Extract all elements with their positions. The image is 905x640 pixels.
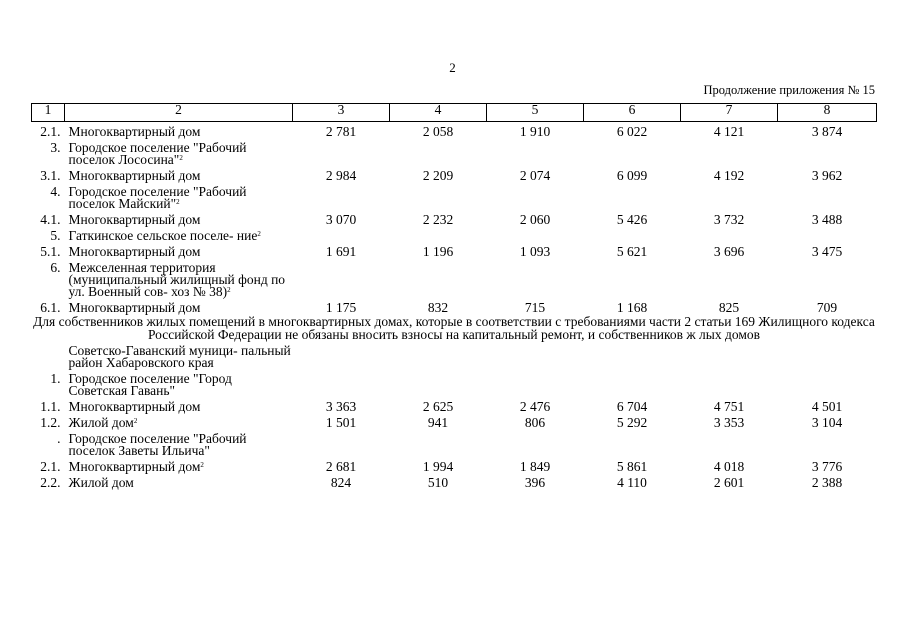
value-cell (293, 226, 390, 242)
row-name: Многоквартирный дом (68, 300, 201, 315)
table-row (32, 226, 877, 242)
row-number: 6.1. (40, 300, 61, 315)
value-cell: 1 175 (325, 300, 357, 315)
value-cell (487, 182, 584, 210)
value-cell (390, 341, 487, 369)
value-cell: 806 (524, 415, 546, 430)
value-cell: 941 (427, 415, 449, 430)
value-cell: 715 (524, 300, 546, 315)
row-number: 2.1. (40, 459, 61, 474)
value-cell: 5 426 (616, 212, 648, 227)
value-cell: 6 704 (616, 399, 648, 414)
row-number: 1. (50, 371, 61, 386)
header-row (32, 104, 877, 122)
table-row (32, 397, 877, 413)
value-cell (390, 182, 487, 210)
value-cell: 709 (816, 300, 838, 315)
footnote-mark: 2 (133, 417, 138, 425)
value-cell (778, 429, 877, 457)
value-cell (293, 341, 390, 369)
table-row (32, 258, 877, 298)
value-cell (681, 369, 778, 397)
value-cell (390, 226, 487, 242)
value-cell: 2 232 (422, 212, 454, 227)
value-cell: 6 099 (616, 168, 648, 183)
row-number: 5.1. (40, 244, 61, 259)
value-cell: 3 070 (325, 212, 357, 227)
table-row (32, 182, 877, 210)
tariff-table (31, 103, 877, 489)
value-cell (584, 182, 681, 210)
value-cell: 2 058 (422, 124, 454, 139)
value-cell: 824 (330, 475, 352, 490)
value-cell: 1 910 (519, 124, 551, 139)
row-number: 2.2. (40, 475, 61, 490)
value-cell (584, 258, 681, 298)
value-cell (584, 369, 681, 397)
value-cell (681, 226, 778, 242)
row-number (32, 341, 65, 369)
value-cell (584, 341, 681, 369)
value-cell: 4 501 (811, 399, 843, 414)
value-cell: 2 074 (519, 168, 551, 183)
value-cell (487, 341, 584, 369)
value-cell: 2 388 (811, 475, 843, 490)
value-cell: 5 861 (616, 459, 648, 474)
value-cell: 396 (524, 475, 546, 490)
value-cell (681, 341, 778, 369)
table-row (32, 413, 877, 429)
row-name: Городское поселение "Город Советская Гавань" (68, 371, 232, 398)
value-cell (293, 138, 390, 166)
value-cell (487, 138, 584, 166)
header-cell: 4 (390, 104, 487, 122)
table-row (32, 457, 877, 473)
row-name: Городское поселение "Рабочий поселок Лососина"$^2$ (68, 140, 247, 167)
value-cell (584, 226, 681, 242)
value-cell (487, 258, 584, 298)
row-name: Гаткинское сельское поселе- ние$^2$ (68, 228, 261, 243)
footnote-mark: 2 (227, 286, 231, 294)
appendix-continuation-note: Продолжение приложения № 15 (703, 83, 875, 97)
header-cell: 8 (778, 104, 877, 122)
value-cell: 4 110 (617, 475, 647, 490)
row-number: 4.1. (40, 212, 61, 227)
value-cell (681, 258, 778, 298)
row-number: 1.1. (40, 399, 61, 414)
row-name: Жилой дом$^2$ (68, 415, 138, 430)
row-name: Многоквартирный дом (68, 212, 201, 227)
table-row (32, 298, 877, 314)
value-cell (681, 182, 778, 210)
header-cell: 6 (584, 104, 681, 122)
value-cell: 5 621 (616, 244, 648, 259)
value-cell: 2 060 (519, 212, 551, 227)
value-cell (390, 258, 487, 298)
row-name: Многоквартирный дом$^2$ (68, 459, 204, 474)
value-cell (293, 369, 390, 397)
table-row (32, 242, 877, 258)
value-cell: 3 488 (811, 212, 843, 227)
row-number: 5. (50, 228, 61, 243)
value-cell: 2 601 (713, 475, 745, 490)
row-name: Городское поселение "Рабочий поселок Майский"$^2$ (68, 184, 247, 211)
value-cell (584, 138, 681, 166)
value-cell: 5 292 (616, 415, 648, 430)
row-name: Многоквартирный дом (68, 244, 201, 259)
value-cell (293, 258, 390, 298)
header-cell: 3 (293, 104, 390, 122)
row-number: 3.1. (40, 168, 61, 183)
value-cell: 3 732 (713, 212, 745, 227)
value-cell (681, 429, 778, 457)
value-cell (778, 138, 877, 166)
value-cell (778, 182, 877, 210)
value-cell (293, 429, 390, 457)
note-text: Для собственников жилых помещений в многоквартирных домах, которые в соответствии с требованиями части 2 статьи 169 Жилищного кодекса Российской Федерации не обязаны вносить взносы на капитальный ремонт, и собственников ж лых домов (33, 314, 875, 342)
value-cell: 3 353 (713, 415, 745, 430)
table-row (32, 138, 877, 166)
value-cell: 1 849 (519, 459, 551, 474)
row-number: . (57, 431, 61, 446)
row-number: 2.1. (40, 124, 61, 139)
value-cell (487, 226, 584, 242)
value-cell: 2 984 (325, 168, 357, 183)
table-row (32, 429, 877, 457)
value-cell: 3 696 (713, 244, 745, 259)
value-cell: 4 192 (713, 168, 745, 183)
value-cell: 832 (427, 300, 449, 315)
value-cell: 825 (718, 300, 740, 315)
value-cell (681, 138, 778, 166)
value-cell: 510 (427, 475, 449, 490)
value-cell (778, 369, 877, 397)
row-name: Многоквартирный дом (68, 399, 201, 414)
value-cell: 2 681 (325, 459, 357, 474)
row-number: 1.2. (40, 415, 61, 430)
value-cell: 3 104 (811, 415, 843, 430)
value-cell: 4 018 (713, 459, 745, 474)
value-cell: 1 093 (519, 244, 551, 259)
table-row (32, 122, 877, 139)
value-cell: 3 475 (811, 244, 843, 259)
value-cell: 3 874 (811, 124, 843, 139)
row-number: 6. (50, 260, 61, 275)
row-name: Многоквартирный дом (68, 124, 201, 139)
value-cell (293, 182, 390, 210)
value-cell: 4 121 (713, 124, 745, 139)
value-cell (390, 429, 487, 457)
footnote-mark: 2 (176, 198, 180, 206)
table-row (32, 369, 877, 397)
value-cell: 3 776 (811, 459, 843, 474)
value-cell: 2 625 (422, 399, 454, 414)
row-name: Жилой дом (68, 475, 134, 490)
footnote-mark: 2 (200, 461, 204, 469)
note-row (32, 314, 877, 341)
value-cell: 3 363 (325, 399, 357, 414)
value-cell: 2 209 (422, 168, 454, 183)
table-row (32, 341, 877, 369)
value-cell: 1 501 (325, 415, 357, 430)
value-cell (778, 341, 877, 369)
table-row (32, 210, 877, 226)
value-cell: 2 781 (325, 124, 357, 139)
row-name: Городское поселение "Рабочий поселок Заветы Ильича" (68, 431, 247, 458)
value-cell: 1 196 (422, 244, 454, 259)
row-number: 3. (50, 140, 61, 155)
value-cell: 6 022 (616, 124, 648, 139)
row-number: 4. (50, 184, 61, 199)
header-cell: 1 (32, 104, 65, 122)
value-cell (778, 226, 877, 242)
value-cell: 1 691 (325, 244, 357, 259)
header-cell: 5 (487, 104, 584, 122)
page-number: 2 (449, 60, 456, 75)
row-name: Многоквартирный дом (68, 168, 201, 183)
value-cell: 2 476 (519, 399, 551, 414)
value-cell (778, 258, 877, 298)
header-cell: 2 (65, 104, 293, 122)
value-cell: 1 168 (616, 300, 648, 315)
value-cell: 4 751 (713, 399, 745, 414)
value-cell (487, 369, 584, 397)
header-cell: 7 (681, 104, 778, 122)
footnote-mark: 2 (179, 154, 183, 162)
value-cell (584, 429, 681, 457)
value-cell (390, 138, 487, 166)
row-name: Советско-Гаванский муници- пальный район Хабаровского края (68, 343, 291, 370)
footnote-mark: 2 (257, 230, 261, 238)
value-cell: 3 962 (811, 168, 843, 183)
table-row (32, 166, 877, 182)
table-row (32, 473, 877, 489)
value-cell (390, 369, 487, 397)
value-cell: 1 994 (422, 459, 454, 474)
row-name: Межселенная территория (муниципальный жилищный фонд по ул. Военный сов- хоз № 38)$^2$ (68, 260, 286, 299)
value-cell (487, 429, 584, 457)
